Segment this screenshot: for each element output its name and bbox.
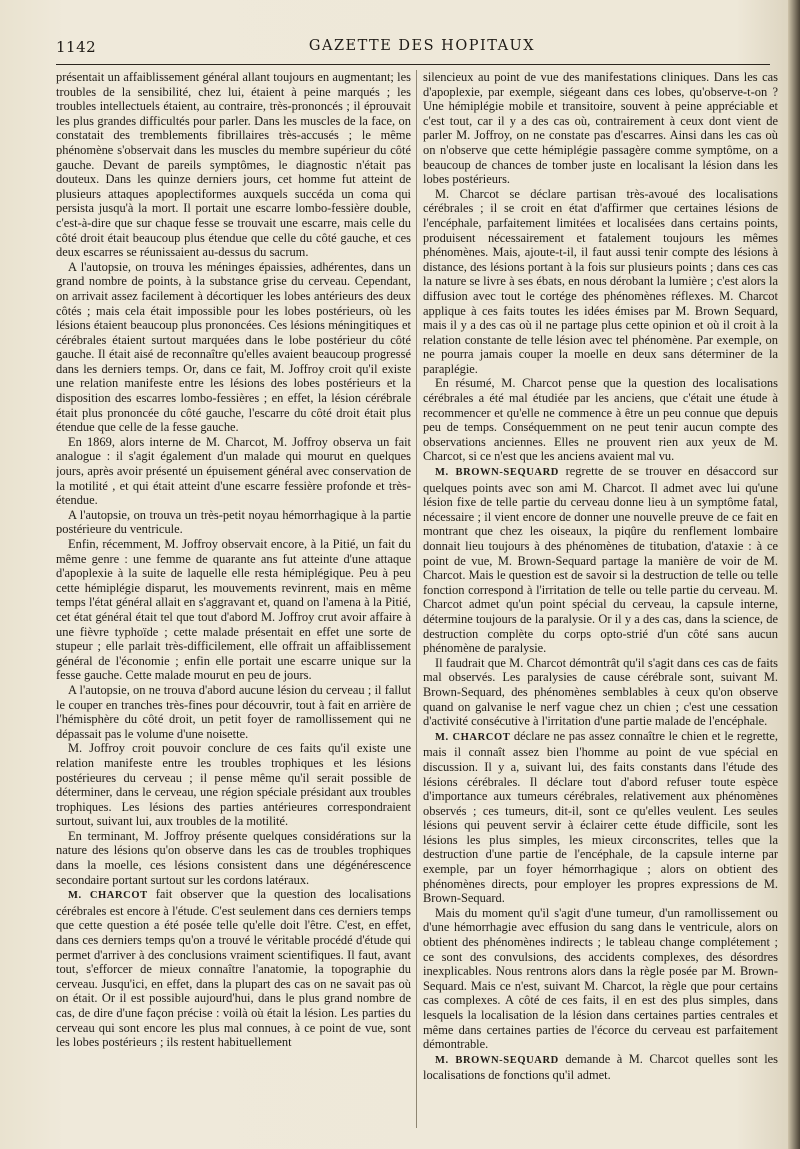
- paragraph-text: M. Charcot se déclare partisan très-avoué des localisations cérébrales ; il se croit en état d'affirmer que certaines lésions de l'encéphale, parfaitement limitées et localisées dans certains points, produisent nécessairement et fatalement toujours les mêmes phénomènes. Mais, ajoute-t-il, il faut aussi tenir compte des lésions à distance, des lésions portant à la fois sur plusieurs points ; dans ces cas la nature se livre à ses ébats, en nous dérobant la lumière ; c'est alors la diffusion avec tout le cortége des phénomènes réflexes. M. Charcot applique à ces faits toutes les idées émises par M. Brown Sequard, mais il y a des cas où il ne partage plus cette opinion et où il croit à la relation constante de telle lésion avec tel phénomène. Par exemple, on ne pourra jamais couper la moelle en deux sans déterminer de la paraplégie.: [423, 186, 778, 376]
- paragraph-text: demande à M. Charcot quelles sont les localisations de fonctions qu'il admet.: [423, 1051, 778, 1083]
- paragraph-text: A l'autopsie, on ne trouva d'abord aucune lésion du cerveau ; il fallut le couper en tranches très-fines pour découvrir, tout à fait en arrière de l'hémisphère du côté droit, un petit foyer de ramollissement qui ne dépassait pas le volume d'une noisette.: [56, 682, 411, 741]
- speaker-name: M. CHARCOT: [68, 890, 148, 902]
- paragraph: [56, 741, 411, 829]
- paragraph: [423, 656, 778, 729]
- paragraph: [56, 537, 411, 683]
- speaker-name: M. BROWN-SEQUARD: [435, 467, 559, 479]
- paragraph-text: A l'autopsie, on trouva les méninges épaissies, adhérentes, dans un grand nombre de points, à la substance grise du cerveau. Cependant, on arrivait assez facilement à décortiquer les lobes antérieurs des deux côtés ; mais cela était impossible pour les lobes postérieurs, où les lésions étaient beaucoup plus prononcées. Ces lésions méningitiques et cérébrales étaient surtout marquées dans le lobe postérieur du côté gauche. Il était aisé de reconnaître qu'elles avaient beaucoup progressé dans les derniers temps. Or, dans ce fait, M. Joffroy croit qu'il existe une relation manifeste entre les lésions des lobes postérieurs et la disposition des escarres lombo-fessières ; en effet, la lésion cérébrale était plus prononcée du côté gauche, l'escarre du côté droit était plus étendue que celle de la fesse gauche.: [56, 259, 411, 435]
- paragraph: [56, 887, 411, 1050]
- paragraph-text: déclare ne pas assez connaître le chien et le regrette, mais il connaît assez bien l'homme au point de vue spécial en discussion. Il y a, suivant lui, des faits constants dans l'étude des lésions cérébrales. Il déclare tout d'abord refuser toute espèce d'importance aux tumeurs cérébrales, relativement aux phénomènes observés ; ces tumeurs, dit-il, sont ce qu'elles veulent. Les seules lésions qui peuvent servir à éclairer cette étude difficile, sont les lésions les plus simples, les mieux circonscrites, telles que la destruction d'une partie de l'encéphale, de la capsule interne par exemple, par un foyer hémorrhagique ; alors on obtient des phénomènes directs, pour employer les propres expressions de M. Brown-Sequard.: [423, 728, 778, 906]
- paragraph: [56, 435, 411, 508]
- paragraph-text: Enfin, récemment, M. Joffroy observait encore, à la Pitié, un fait du même genre : une femme de quarante ans fut atteinte d'une attaque d'apoplexie à la suite de laquelle elle resta hémiplégique. Peu à peu cette hémiplégie disparut, les mouvements revinrent, mais en même temps l'état général allait en s'aggravant et, quand on l'amena à la Pitié, cet état général était tel que tout d'abord M. Joffroy crut avoir affaire à une fièvre typhoïde ; cette malade présentait en effet une sorte de stupeur ; elle parlait très-difficilement, elle offrait un affaiblissement général de l'économie ; enfin elle portait une escarre unique sur la fesse gauche. Cette malade mourut en peu de jours.: [56, 537, 411, 683]
- book-spine-edge: [788, 0, 800, 1149]
- paragraph: [56, 260, 411, 435]
- running-title: GAZETTE DES HOPITAUX: [308, 38, 536, 54]
- paragraph: [56, 70, 411, 260]
- paragraph: [56, 508, 411, 537]
- paragraph: [423, 906, 778, 1052]
- paragraph-text: Il faudrait que M. Charcot démontrât qu'il s'agit dans ces cas de faits mal observés. Les paralysies de cause cérébrale sont, suivant M. Brown-Sequard, des phénomènes semblables à ceux qu'on observe quand on galvanise le nerf vague chez un chien ; c'est une cessation d'activité consécutive à l'irritation d'une partie malade de l'encéphale.: [423, 655, 778, 729]
- paragraph-text: En terminant, M. Joffroy présente quelques considérations sur la nature des lésions qu'on observe dans les cas de troubles trophiques dans la moelle, ces lésions consistent dans une dégénérescence secondaire portant surtout sur les cordons latéraux.: [56, 828, 411, 887]
- header-rule: [56, 64, 770, 65]
- paragraph-text: fait observer que la question des localisations cérébrales est encore à l'étude. C'est seulement dans ces derniers temps que cette question a été posée telle qu'elle doit l'être. C'est, en effet, dans ces derniers temps qu'on a trouvé le véritable procédé d'étude qui permet d'arriver à des conclusions vraiment scientifiques. Il faut, avant tout, s'efforcer de mieux connaître l'anatomie, la topographie du cerveau. Jusqu'ici, en effet, dans la plupart des cas on ne savait pas où on était. Or il est possible aujourd'hui, dans le plus grand nombre de cas, de dire d'une façon précise : voilà où était la lésion. Les parties du cerveau qui sont encore les plus mal connues, à ce point de vue, sont les lobes postérieurs ; ils restent habituellement: [56, 887, 411, 1050]
- paragraph-text: A l'autopsie, on trouva un très-petit noyau hémorrhagique à la partie postérieure du ventricule.: [56, 507, 411, 537]
- paragraph-text: M. Joffroy croit pouvoir conclure de ces faits qu'il existe une relation manifeste entre les troubles trophiques et les lésions postérieures du cerveau ; il pense même qu'il serait possible de déterminer, dans le cerveau, une région spéciale présidant aux troubles trophiques. Les lésions des parties antérieures correspondraient surtout, suivant lui, aux troubles de la motilité.: [56, 741, 411, 829]
- paragraph: [56, 829, 411, 887]
- column-divider: [416, 70, 417, 1128]
- paragraph-text: En résumé, M. Charcot pense que la question des localisations cérébrales a été mal étudiée par les anciens, que c'était une étude à recommencer et qu'elle ne commence à être un peu connue que depuis peu de temps. Conséquemment on ne peut tenir aucun compte des observations anciennes. Elles ne prouvent rien aux yeux de M. Charcot, si ce n'est que les anciens avaient mal vu.: [423, 376, 778, 464]
- paragraph-text: Mais du moment qu'il s'agit d'une tumeur, d'un ramollissement ou d'une hémorrhagie avec effusion du sang dans le ventricule, alors on obtient des phénomènes indirects ; le tableau change complétement ; ce sont des convulsions, des accidents complexes, des désordres inexplicables. Nous rentrons alors dans la règle posée par M. Brown-Sequard. Mais ce n'est, suivant M. Charcot, la règle que pour certains cas complexes. A côté de ces faits, il en est des plus simples, dans lesquels la localisation de la lésion dans certaines parties centrales et même dans certaines parties de l'écorce du cerveau est parfaitement démontrable.: [423, 905, 778, 1052]
- paragraph-text: En 1869, alors interne de M. Charcot, M. Joffroy observa un fait analogue : il s'agit également d'un malade qui mourut en quelques jours, après avoir présenté un épuisement général avec conservation de la motilité , et qui était atteint d'une escarre fessière profonde et très-étendue.: [56, 434, 411, 508]
- paragraph: [56, 683, 411, 741]
- speaker-name: M. BROWN-SEQUARD: [435, 1054, 559, 1066]
- page-header: [56, 36, 788, 58]
- paragraph-text: regrette de se trouver en désaccord sur quelques points avec son ami M. Charcot. Il admet avec lui qu'une lésion fixe de telle partie du cerveau donne lieu à un symptôme fatal, nécessaire ; il vient encore de donner une nouvelle preuve de ce fait en montrant que chez les oiseaux, la piqûre du renflement lombaire donnait lieu toujours à des phénomènes de titubation, d'ataxie : à ce point de vue, M. Brown-Sequard partage la manière de voir de M. Charcot. Mais le question est de savoir si la destruction de telle ou telle fonction correspond à l'irritation de telle ou telle partie du cerveau. M. Charcot admet qu'un point spécial du cerveau, la capsule interne, détermine toujours de la paralysie. Or il y a des cas, dans la science, de destruction complète du corps opto-strié d'un côté sans aucun phénomène de paralysie.: [423, 464, 778, 656]
- left-column: [56, 70, 411, 1132]
- paragraph: [423, 1052, 778, 1083]
- paragraph: [423, 187, 778, 377]
- page-number: 1142: [56, 38, 97, 56]
- paragraph: [423, 70, 778, 187]
- paragraph: [423, 376, 778, 464]
- paragraph: [423, 729, 778, 906]
- paragraph-text: présentait un affaiblissement général allant toujours en augmentant; les troubles de la sensibilité, chez lui, étaient à peine marqués ; les troubles intellectuels étaient, au contraire, très-prononcés ; il éprouvait les plus grandes difficultés pour parler. Dans les muscles de la face, on constatait des tremblements fibrillaires très-accusés ; le même phénomène s'observait dans les muscles du membre supérieur du côté gauche. Devant de pareils symptômes, le diagnostic n'était pas douteux. Dans les quinze derniers jours, cet homme fut atteint de plusieurs attaques apoplectiformes auxquels succéda un coma qui persista jusqu'à la mort. Il portait une escarre lombo-fessière double, c'est-à-dire que sur chaque fesse se trouvait une escarre, mais celle du côté droit était beaucoup plus étendue que celle du côté gauche, et ces deux escarres se réunissaient au-dessus du sacrum.: [56, 70, 411, 260]
- paragraph: [423, 464, 778, 656]
- right-column: [423, 70, 778, 1132]
- paragraph-text: silencieux au point de vue des manifestations cliniques. Dans les cas d'apoplexie, par exemple, siégeant dans ces lobes, qu'observe-t-on ? Une hémiplégie mobile et transitoire, souvent à peine appréciable et c'est tout, car il y a des cas où, contrairement à ceux dont vient de parler M. Joffroy, on ne constate pas d'escarres. Ainsi dans les cas où on n'observe que cette hémiplégie passagère comme symptôme, on a beaucoup de chances de tomber juste en localisant la lésion dans les lobes postérieurs.: [423, 70, 778, 187]
- speaker-name: M. CHARCOT: [435, 731, 511, 743]
